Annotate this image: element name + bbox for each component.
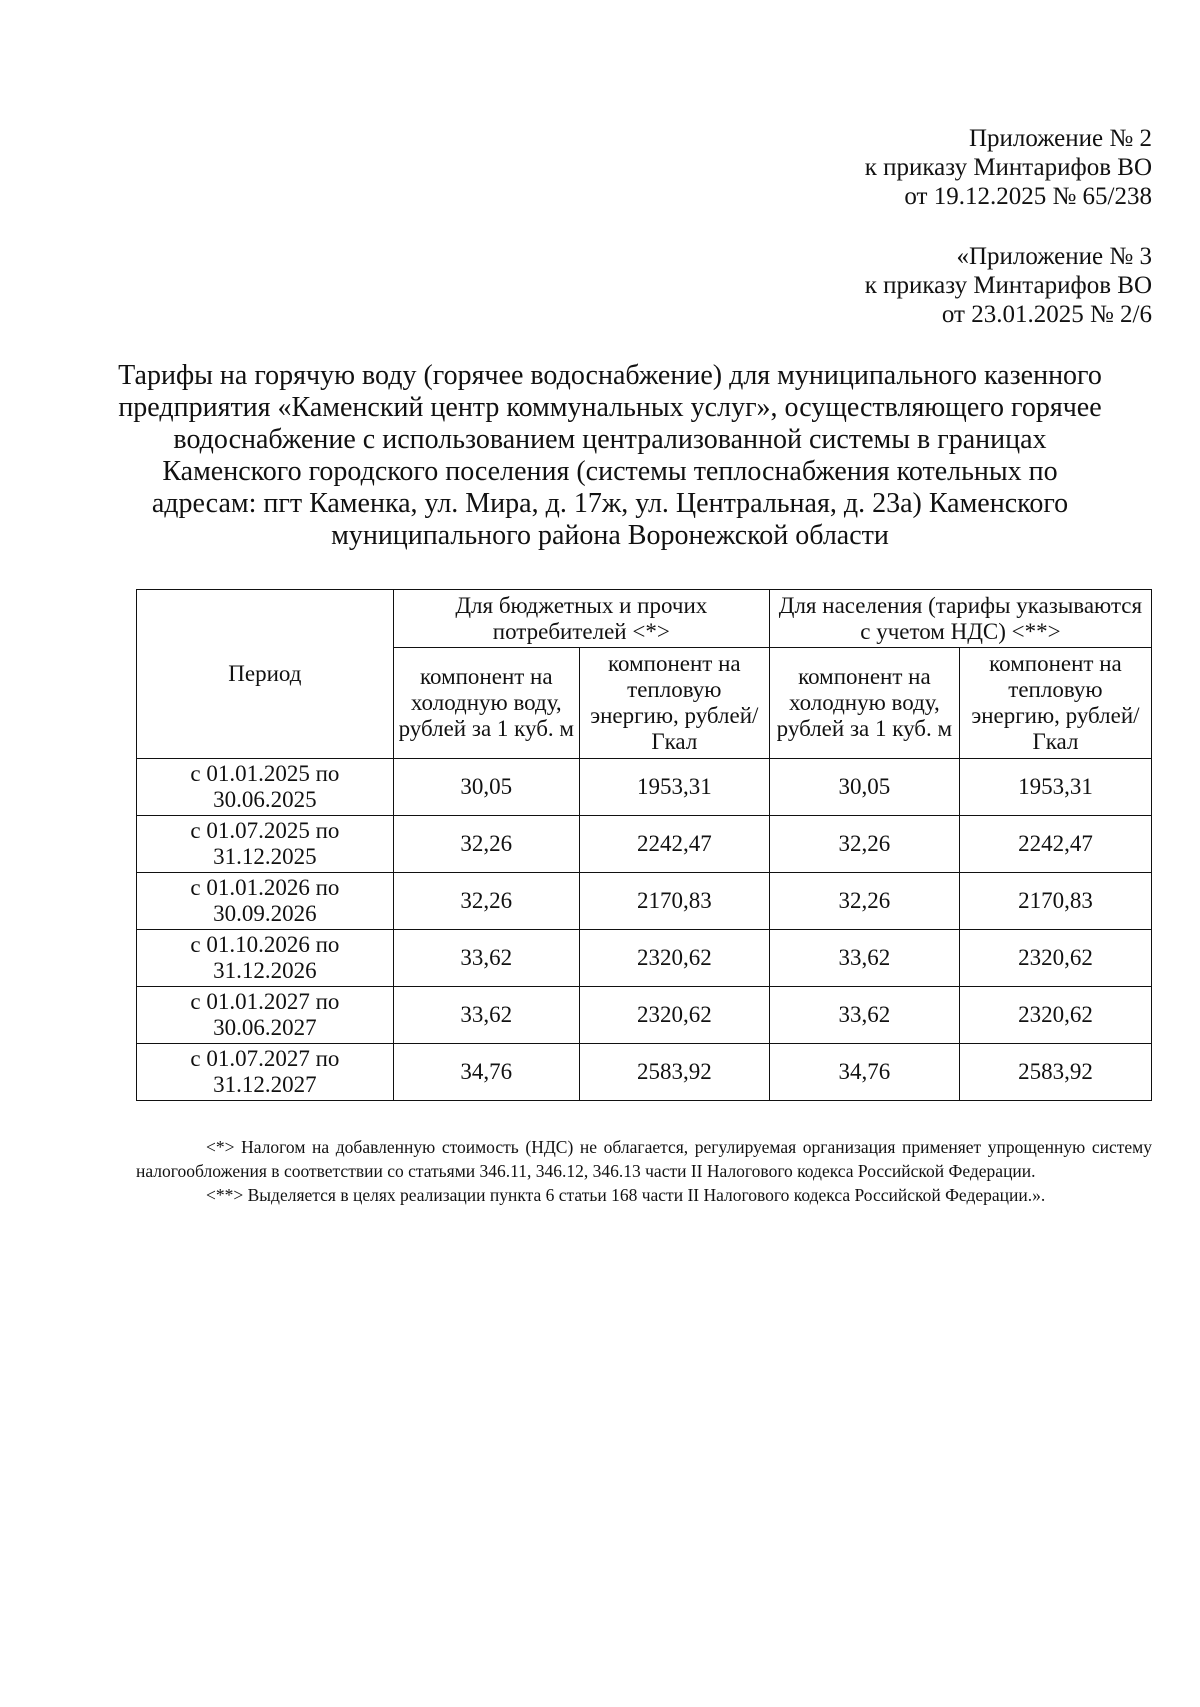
population-cold-water-header: компонент на холодную воду, рублей за 1 куб. м: [769, 648, 959, 759]
period-cell: с 01.07.2025 по 31.12.2025: [137, 816, 394, 873]
annex-current-line2: к приказу Минтарифов ВО: [864, 154, 1152, 181]
document-title: [110, 360, 1110, 552]
annex-header-current: [865, 124, 1152, 211]
period-cell: с 01.10.2026 по 31.12.2026: [137, 930, 394, 987]
budget-cold-water-header: компонент на холодную воду, рублей за 1 куб. м: [393, 648, 579, 759]
budget-heat-energy-header: компонент на тепловую энергию, рублей/Гкал: [579, 648, 769, 759]
footnotes: [136, 1135, 1152, 1207]
population-cold-cell: 33,62: [769, 930, 959, 987]
table-row: [137, 930, 1152, 987]
population-cold-cell: 34,76: [769, 1044, 959, 1101]
table-row: [137, 1044, 1152, 1101]
budget-heat-cell: 2583,92: [579, 1044, 769, 1101]
period-cell: с 01.01.2025 по 30.06.2025: [137, 759, 394, 816]
annex-header-previous: [865, 242, 1152, 329]
title-line: адресам: пгт Каменка, ул. Мира, д. 17ж, ул. Центральная, д. 23а) Каменского: [151, 488, 1069, 519]
budget-heat-cell: 2242,47: [579, 816, 769, 873]
annex-current-line3: от 19.12.2025 № 65/238: [904, 183, 1152, 210]
title-line: водоснабжение с использованием централизованной системы в границах: [173, 424, 1047, 455]
budget-heat-cell: 2320,62: [579, 930, 769, 987]
population-cold-cell: 32,26: [769, 816, 959, 873]
population-header: Для населения (тарифы указываются с учетом НДС) <**>: [769, 590, 1151, 648]
footnote-no-vat: <*> Налогом на добавленную стоимость (НДС) не облагается, регулируемая организация применяет упрощенную систему налогообложения в соответствии со статьями 346.11, 346.12, 346.13 части II Налогового кодекса Российской Федерации.: [136, 1137, 1152, 1181]
annex-previous-line3: от 23.01.2025 № 2/6: [941, 301, 1152, 328]
annex-current-line1: Приложение № 2: [968, 125, 1152, 152]
budget-heat-cell: 1953,31: [579, 759, 769, 816]
budget-heat-cell: 2320,62: [579, 987, 769, 1044]
table-row: [137, 816, 1152, 873]
table-header-row: [137, 590, 1152, 648]
table-row: [137, 759, 1152, 816]
title-line: предприятия «Каменский центр коммунальных услуг», осуществляющего горячее: [118, 392, 1102, 423]
period-cell: с 01.07.2027 по 31.12.2027: [137, 1044, 394, 1101]
population-heat-cell: 2583,92: [959, 1044, 1151, 1101]
population-heat-cell: 1953,31: [959, 759, 1151, 816]
population-heat-cell: 2320,62: [959, 987, 1151, 1044]
title-line: муниципального района Воронежской области: [331, 520, 889, 551]
budget-cold-cell: 34,76: [393, 1044, 579, 1101]
budget-heat-cell: 2170,83: [579, 873, 769, 930]
period-cell: с 01.01.2026 по 30.09.2026: [137, 873, 394, 930]
budget-cold-cell: 33,62: [393, 930, 579, 987]
table-row: [137, 873, 1152, 930]
budget-consumers-header: Для бюджетных и прочих потребителей <*>: [393, 590, 769, 648]
annex-previous-line1: «Приложение № 3: [956, 243, 1152, 270]
population-cold-cell: 33,62: [769, 987, 959, 1044]
population-cold-cell: 32,26: [769, 873, 959, 930]
tariff-table: [136, 589, 1152, 1101]
title-line: Каменского городского поселения (системы теплоснабжения котельных по: [162, 456, 1058, 487]
period-header: Период: [137, 590, 394, 759]
table-row: [137, 987, 1152, 1044]
period-cell: с 01.01.2027 по 30.06.2027: [137, 987, 394, 1044]
footnote-vat-included: <**> Выделяется в целях реализации пункта 6 статьи 168 части II Налогового кодекса Российской Федерации.».: [206, 1185, 1046, 1205]
budget-cold-cell: 32,26: [393, 873, 579, 930]
budget-cold-cell: 32,26: [393, 816, 579, 873]
budget-cold-cell: 30,05: [393, 759, 579, 816]
population-cold-cell: 30,05: [769, 759, 959, 816]
population-heat-energy-header: компонент на тепловую энергию, рублей/Гкал: [959, 648, 1151, 759]
title-line: Тарифы на горячую воду (горячее водоснабжение) для муниципального казенного: [118, 360, 1102, 391]
population-heat-cell: 2170,83: [959, 873, 1151, 930]
population-heat-cell: 2320,62: [959, 930, 1151, 987]
annex-previous-line2: к приказу Минтарифов ВО: [864, 272, 1152, 299]
budget-cold-cell: 33,62: [393, 987, 579, 1044]
population-heat-cell: 2242,47: [959, 816, 1151, 873]
